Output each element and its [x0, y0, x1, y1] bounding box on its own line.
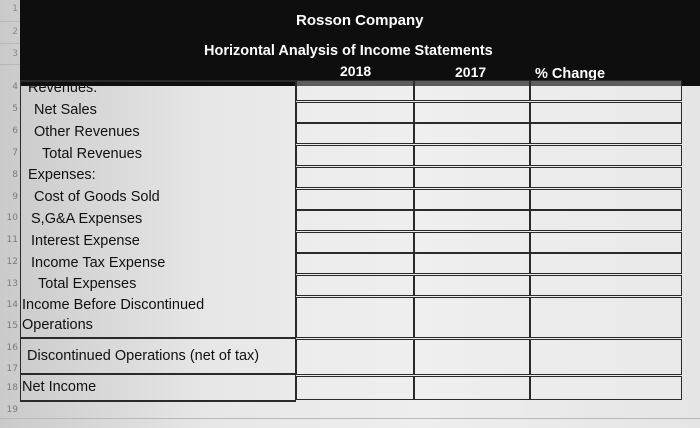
- value-cell[interactable]: [296, 232, 414, 253]
- value-cell[interactable]: [530, 102, 682, 123]
- line-item-label: Expenses:: [28, 167, 96, 183]
- line-item-label: Other Revenues: [34, 124, 140, 140]
- value-cell[interactable]: [414, 167, 530, 188]
- value-cell[interactable]: [296, 167, 414, 188]
- line-item-label: Income Before Discontinued: [22, 297, 205, 313]
- value-cell[interactable]: [530, 376, 682, 400]
- row-number[interactable]: 19: [6, 405, 18, 415]
- value-cell[interactable]: [414, 189, 530, 210]
- value-cell[interactable]: [530, 232, 682, 253]
- row-number[interactable]: 11: [6, 235, 18, 245]
- line-item-label: Income Tax Expense: [31, 255, 166, 271]
- line-item-label: S,G&A Expenses: [31, 211, 143, 227]
- row-number[interactable]: 17: [6, 364, 18, 374]
- value-cell[interactable]: [296, 210, 414, 231]
- value-cell[interactable]: [530, 275, 682, 296]
- row-number[interactable]: 15: [6, 321, 18, 331]
- line-item-label: Revenues:: [28, 80, 98, 96]
- label-border: [20, 400, 296, 402]
- value-cell[interactable]: [296, 80, 414, 101]
- row-number[interactable]: 3: [12, 49, 18, 59]
- line-item-label: Net Income: [22, 379, 97, 395]
- value-cell[interactable]: [530, 210, 682, 231]
- row-number[interactable]: 14: [6, 300, 18, 310]
- line-item-label: Interest Expense: [31, 233, 140, 249]
- value-cell[interactable]: [530, 80, 682, 101]
- gridline: [0, 418, 700, 419]
- row-number[interactable]: 2: [12, 27, 18, 37]
- value-cell[interactable]: [530, 167, 682, 188]
- label-border: [20, 337, 296, 339]
- row-number[interactable]: 5: [12, 104, 18, 114]
- line-item-label: Net Sales: [34, 102, 97, 118]
- line-item-label: Discontinued Operations (net of tax): [27, 348, 260, 364]
- line-item-label: Total Expenses: [38, 276, 137, 292]
- value-cell[interactable]: [296, 123, 414, 144]
- label-border: [20, 373, 296, 375]
- value-cell[interactable]: [530, 123, 682, 144]
- value-cell[interactable]: [530, 189, 682, 210]
- company-name: Rosson Company: [296, 12, 424, 29]
- value-cell[interactable]: [296, 275, 414, 296]
- value-cell[interactable]: [414, 232, 530, 253]
- row-number[interactable]: 8: [12, 170, 18, 180]
- value-cell[interactable]: [530, 253, 682, 274]
- line-item-label: Operations: [22, 317, 93, 333]
- value-cell[interactable]: [414, 102, 530, 123]
- row-number[interactable]: 1: [12, 4, 18, 14]
- value-cell[interactable]: [296, 339, 414, 375]
- row-number[interactable]: 10: [6, 213, 18, 223]
- row-number[interactable]: 7: [12, 148, 18, 158]
- value-cell[interactable]: [414, 210, 530, 231]
- value-cell[interactable]: [296, 102, 414, 123]
- value-cell[interactable]: [414, 297, 530, 338]
- row-number[interactable]: 13: [6, 279, 18, 289]
- value-cell[interactable]: [530, 297, 682, 338]
- row-number[interactable]: 6: [12, 126, 18, 136]
- row-number[interactable]: 12: [6, 257, 18, 267]
- value-cell[interactable]: [296, 376, 414, 400]
- value-cell[interactable]: [414, 339, 530, 375]
- row-number[interactable]: 9: [12, 192, 18, 202]
- value-cell[interactable]: [414, 275, 530, 296]
- value-cell[interactable]: [530, 339, 682, 375]
- value-cell[interactable]: [296, 189, 414, 210]
- value-cell[interactable]: [414, 123, 530, 144]
- value-cell[interactable]: [414, 80, 530, 101]
- row-number[interactable]: 16: [6, 343, 18, 353]
- row-number[interactable]: 4: [12, 82, 18, 92]
- value-cell[interactable]: [296, 253, 414, 274]
- row-number[interactable]: 18: [6, 383, 18, 393]
- line-item-label: Total Revenues: [42, 146, 142, 162]
- value-cell[interactable]: [530, 145, 682, 166]
- report-title: Horizontal Analysis of Income Statements: [204, 43, 493, 59]
- column-header-2017: 2017: [455, 64, 487, 80]
- value-cell[interactable]: [296, 297, 414, 338]
- line-item-label: Cost of Goods Sold: [34, 189, 160, 205]
- value-cell[interactable]: [414, 253, 530, 274]
- column-header-2018: 2018: [340, 63, 372, 79]
- column-header-percent-change: % Change: [535, 66, 606, 82]
- value-cell[interactable]: [414, 145, 530, 166]
- value-cell[interactable]: [414, 376, 530, 400]
- value-cell[interactable]: [296, 145, 414, 166]
